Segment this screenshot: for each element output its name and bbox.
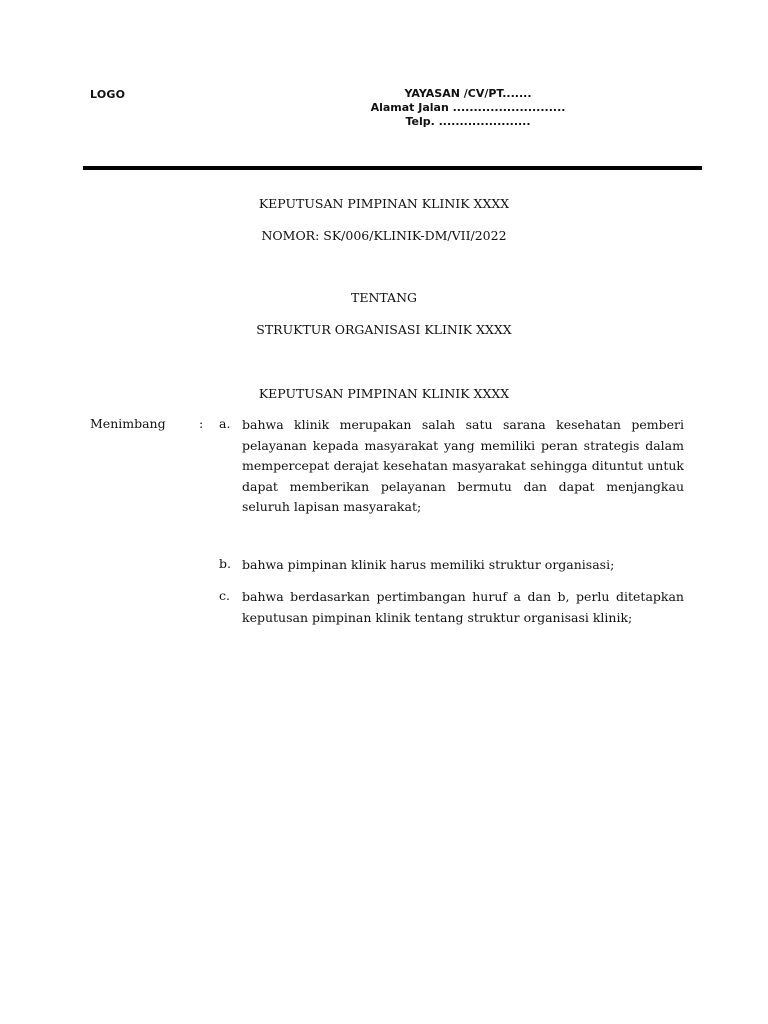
issuer-heading: KEPUTUSAN PIMPINAN KLINIK XXXX	[258, 386, 510, 401]
item-text-c: bahwa berdasarkan pertimbangan huruf a dan b, perlu ditetapkan keputusan pimpinan klinik tentang struktur organisasi klinik;	[242, 589, 684, 625]
letterhead	[318, 87, 618, 129]
letterhead-divider	[83, 166, 702, 170]
item-letter-b: b.	[219, 556, 231, 571]
organization-phone: Telp. ......................	[405, 115, 531, 128]
about-label: TENTANG	[350, 290, 417, 305]
document-subject: STRUKTUR ORGANISASI KLINIK XXXX	[256, 322, 512, 337]
document-title: KEPUTUSAN PIMPINAN KLINIK XXXX	[258, 196, 510, 211]
item-text-a: bahwa klinik merupakan salah satu sarana kesehatan pemberi pelayanan kepada masyarakat yang memiliki peran strategis dalam mempercepat derajat kesehatan masyarakat sehingga dituntut untuk dapat memberikan pelayanan bermutu dan dapat menjangkau seluruh lapisan masyarakat;	[242, 417, 684, 515]
item-letter-a: a.	[219, 416, 231, 431]
item-letter-c: c.	[219, 588, 230, 603]
considering-separator: :	[199, 416, 204, 431]
considering-label: Menimbang	[90, 416, 166, 431]
item-text-b: bahwa pimpinan klinik harus memiliki struktur organisasi;	[242, 557, 615, 572]
organization-name: YAYASAN /CV/PT.......	[404, 87, 532, 100]
organization-address: Alamat Jalan ...........................	[370, 101, 566, 114]
document-number: NOMOR: SK/006/KLINIK-DM/VII/2022	[261, 228, 507, 243]
logo-placeholder: LOGO	[90, 88, 126, 101]
